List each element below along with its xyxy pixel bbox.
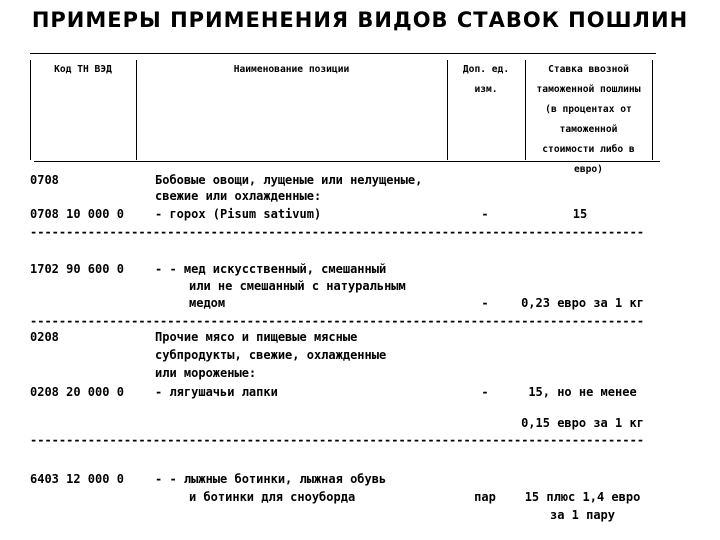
col-divider: [652, 60, 653, 160]
header-code: Код ТН ВЭД: [54, 64, 112, 75]
row-code: 6403 12 000 0: [30, 472, 124, 486]
row-desc: или не смешанный с натуральным: [189, 279, 406, 293]
header-unit: Доп. ед.: [462, 64, 510, 75]
row-rate: 0,23 евро за 1 кг: [521, 296, 644, 310]
row-rate: за 1 пару: [549, 508, 616, 522]
header-rate: таможенной: [559, 124, 618, 135]
header-unit: изм.: [474, 84, 498, 95]
row-unit: -: [481, 296, 489, 310]
row-desc: - - мед искусственный, смешанный: [155, 262, 387, 276]
row-desc: или мороженые:: [155, 366, 257, 380]
row-desc: Бобовые овощи, лущеные или нелущеные,: [155, 173, 423, 187]
row-unit: -: [481, 207, 489, 221]
row-rate: 15 плюс 1,4 евро: [524, 490, 641, 504]
row-desc: медом: [189, 296, 226, 310]
row-rate: 15, но не менее: [528, 385, 637, 399]
row-code: 0208: [30, 330, 59, 344]
row-desc: Прочие мясо и пищевые мясные: [155, 330, 358, 344]
row-desc: свежие или охлажденные:: [155, 189, 322, 203]
row-unit: пар: [474, 490, 496, 504]
row-separator: -------------------------------------------------------------------------------------: [30, 314, 645, 328]
row-code: 0708 10 000 0: [30, 207, 124, 221]
page-title: ПРИМЕРЫ ПРИМЕНЕНИЯ ВИДОВ СТАВОК ПОШЛИН: [31, 8, 689, 32]
header-rate: таможенной пошлины: [536, 84, 641, 95]
header-name: Наименование позиции: [233, 64, 350, 75]
row-separator: -------------------------------------------------------------------------------------: [30, 433, 645, 447]
row-desc: - лягушачьи лапки: [155, 385, 278, 399]
row-desc: и ботинки для сноуборда: [189, 490, 356, 504]
row-code: 0208 20 000 0: [30, 385, 124, 399]
header-rate: стоимости либо в: [542, 144, 635, 155]
header-rate: (в процентах от: [545, 104, 632, 115]
row-rate: 15: [572, 207, 588, 221]
row-desc: субпродукты, свежие, охлажденные: [155, 348, 387, 362]
row-code: 1702 90 600 0: [30, 262, 124, 276]
row-desc: - горох (Pisum sativum): [155, 207, 322, 221]
row-separator: -------------------------------------------------------------------------------------: [30, 225, 645, 239]
row-desc: - - лыжные ботинки, лыжная обувь: [155, 472, 387, 486]
row-code: 0708: [30, 173, 59, 187]
row-rate: 0,15 евро за 1 кг: [521, 416, 644, 430]
header-top-rule: [30, 53, 656, 54]
header-rate: Ставка ввозной: [548, 64, 629, 75]
header-rate: евро): [574, 164, 603, 175]
row-unit: -: [481, 385, 489, 399]
